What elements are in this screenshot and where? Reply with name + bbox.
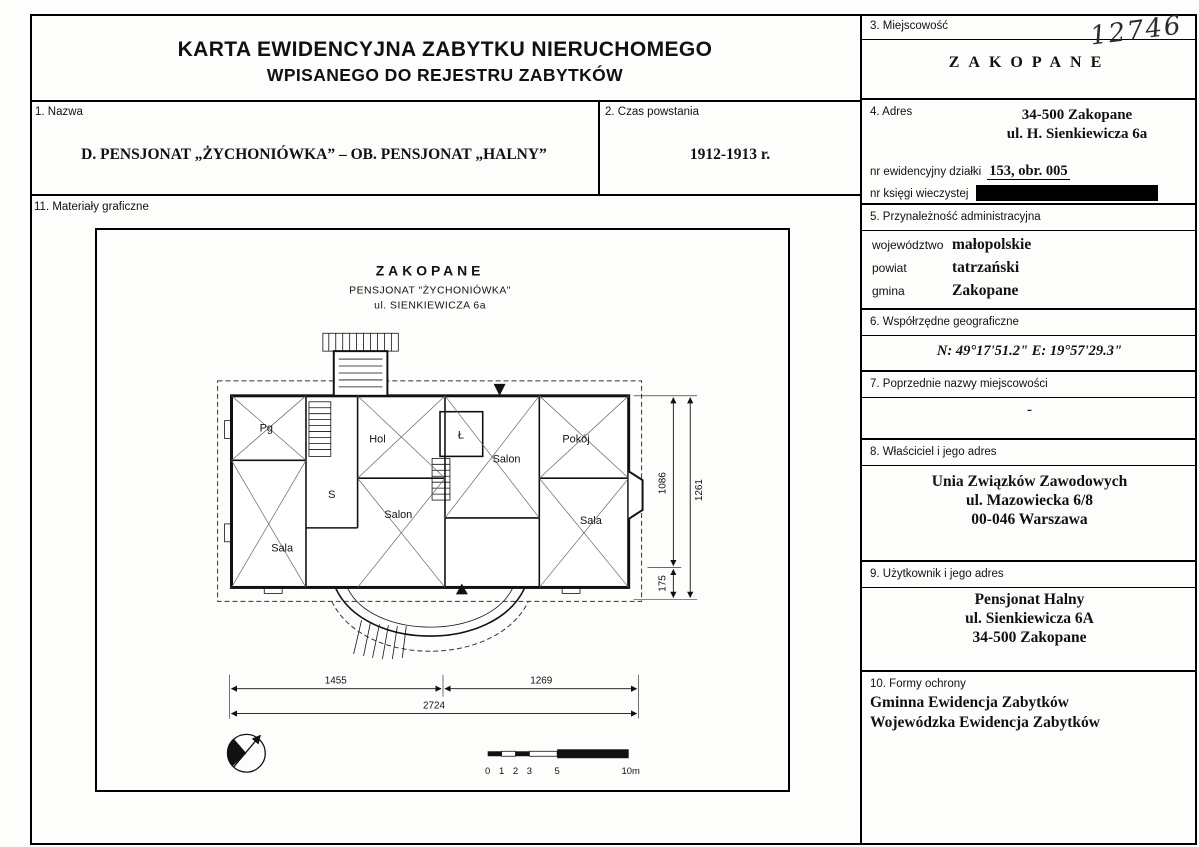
- room-label-salon-prawy: Salon: [492, 453, 521, 466]
- previous-names: -: [1027, 402, 1032, 418]
- section-label: 9. Użytkownik i jego adres: [870, 568, 1004, 580]
- protection-form-2: Wojewódzka Ewidencja Zabytków: [870, 714, 1100, 731]
- section-poprzednie-nazwy: [862, 372, 1197, 440]
- section-label: 3. Miejscowość: [870, 20, 948, 32]
- dim-1086: 1086: [657, 472, 669, 495]
- owner-address: [862, 472, 1197, 529]
- divider: [862, 230, 1197, 231]
- scale-0: 0: [485, 765, 491, 777]
- plan-subtitle-2: ul. SIENKIEWICZA 6a: [374, 300, 486, 312]
- dim-1269: 1269: [530, 675, 553, 687]
- town-name: ZAKOPANE: [948, 54, 1111, 71]
- admin-value: tatrzański: [952, 259, 1020, 276]
- redaction-bar: [976, 185, 1158, 201]
- scale-5: 5: [554, 765, 560, 777]
- admin-value: małopolskie: [952, 236, 1032, 253]
- floor-plan-frame: [95, 228, 790, 792]
- user-address: [862, 590, 1197, 647]
- room-label-pokoj: Pokój: [562, 433, 590, 446]
- section-adres: [862, 100, 1197, 205]
- plan-subtitle-1: PENSJONAT "ŻYCHONIÓWKA": [349, 285, 511, 297]
- parcel-value: 153, obr. 005: [989, 163, 1068, 179]
- scale-1: 1: [498, 765, 505, 777]
- dimensions-vertical: [634, 396, 706, 600]
- room-label-lazienka: Ł: [457, 429, 464, 442]
- section-przynaleznosc: [862, 205, 1197, 310]
- section-label: 7. Poprzednie nazwy miejscowości: [870, 378, 1048, 390]
- section-uzytkownik: [862, 562, 1197, 672]
- user-line-3: 34-500 Zakopane: [972, 629, 1087, 646]
- north-arrow-icon: [227, 734, 265, 772]
- admin-row: [872, 282, 1018, 300]
- room-label-pg: Pg: [259, 422, 273, 435]
- address-line-2: ul. H. Sienkiewicza 6a: [1006, 126, 1148, 142]
- geo-coordinates: N: 49°17'51.2" E: 19°57'29.3": [936, 343, 1123, 359]
- section-label: 4. Adres: [870, 106, 913, 118]
- room-label-sala-lewa: Sala: [271, 542, 294, 555]
- protection-forms: [870, 693, 1100, 733]
- address-line-1: 34-500 Zakopane: [1021, 107, 1133, 123]
- scale-bar: [485, 749, 640, 776]
- section-label: 1. Nazwa: [35, 106, 83, 118]
- room-label-sala-prawa: Sala: [580, 514, 602, 527]
- section-czas-powstania: [600, 102, 860, 196]
- user-line-1: Pensjonat Halny: [974, 591, 1085, 608]
- plan-title: ZAKOPANE: [375, 262, 485, 279]
- section-wspolrzedne: [862, 310, 1197, 372]
- section-label: 5. Przynależność administracyjna: [870, 211, 1041, 223]
- construction-date: 1912-1913 r.: [689, 146, 771, 163]
- parcel-field: [870, 162, 1070, 180]
- dim-175: 175: [657, 575, 669, 592]
- registry-label: nr księgi wieczystej: [870, 188, 969, 200]
- owner-line-2: ul. Mazowiecka 6/8: [966, 492, 1093, 509]
- address-block: [967, 106, 1187, 144]
- section-wlasciciel: [862, 440, 1197, 562]
- card-header: [30, 14, 860, 102]
- owner-line-3: 00-046 Warszawa: [971, 511, 1088, 528]
- divider: [862, 465, 1197, 466]
- divider: [862, 335, 1197, 336]
- owner-line-1: Unia Związków Zawodowych: [931, 473, 1128, 490]
- section-label: 6. Współrzędne geograficzne: [870, 316, 1019, 328]
- land-registry-field: [870, 184, 1158, 202]
- section-formy-ochrony: [862, 672, 1197, 845]
- admin-value: Zakopane: [952, 282, 1019, 299]
- section-materialy-label: 11. Materiały graficzne: [34, 201, 149, 213]
- admin-row: [872, 236, 1031, 254]
- entrance-marker-top: [494, 384, 506, 396]
- divider: [862, 587, 1197, 588]
- room-label-s: S: [328, 489, 336, 502]
- dim-1455: 1455: [324, 675, 347, 687]
- handwritten-number: 12746: [1088, 10, 1185, 52]
- section-miejscowosc: [862, 10, 1197, 100]
- plan-titles: [349, 263, 511, 312]
- parcel-label: nr ewidencyjny działki: [870, 166, 982, 178]
- page-title: KARTA EWIDENCYJNA ZABYTKU NIERUCHOMEGO: [177, 38, 713, 61]
- dim-1261: 1261: [694, 479, 706, 502]
- admin-level: województwo: [872, 238, 944, 252]
- floor-plan: [97, 230, 788, 790]
- veranda: [336, 588, 525, 658]
- section-label: 10. Formy ochrony: [870, 678, 966, 690]
- page-subtitle: WPISANEGO DO REJESTRU ZABYTKÓW: [266, 65, 624, 85]
- room-label-salon-srodkowy: Salon: [384, 508, 413, 521]
- dimensions-horizontal: [230, 675, 639, 719]
- admin-level: gmina: [872, 284, 905, 298]
- scale-3: 3: [526, 765, 533, 777]
- divider: [862, 397, 1197, 398]
- right-column: [860, 10, 1197, 845]
- dim-2724: 2724: [423, 700, 446, 712]
- section-label: 8. Właściciel i jego adres: [870, 446, 997, 458]
- protection-form-1: Gminna Ewidencja Zabytków: [870, 694, 1069, 711]
- section-label: 2. Czas powstania: [605, 106, 699, 118]
- room-label-hol: Hol: [369, 433, 386, 446]
- scale-10m: 10m: [621, 765, 640, 777]
- admin-row: [872, 259, 1019, 277]
- monument-name: D. PENSJONAT „ŻYCHONIÓWKA” – OB. PENSJONAT „HALNY”: [81, 146, 547, 163]
- admin-level: powiat: [872, 261, 907, 275]
- user-line-2: ul. Sienkiewicza 6A: [965, 610, 1094, 627]
- scale-2: 2: [512, 765, 519, 777]
- section-nazwa: [30, 102, 600, 196]
